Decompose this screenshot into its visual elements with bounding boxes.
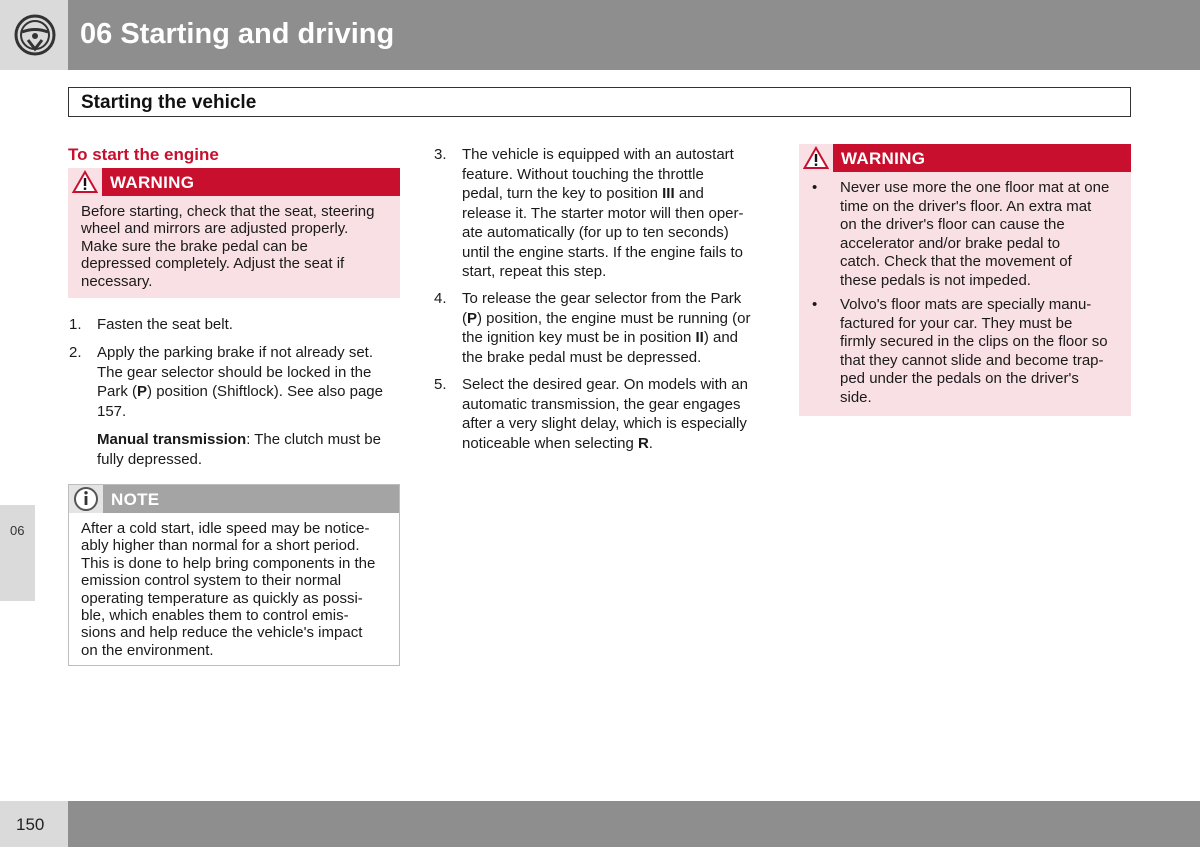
list-text	[462, 145, 772, 282]
note-line: ably higher than normal for a short period.	[81, 537, 360, 555]
note-header	[69, 485, 399, 513]
steering-wheel-icon	[13, 13, 57, 57]
note-box	[68, 484, 400, 666]
line: these pedals is not impeded.	[840, 271, 1031, 289]
line: on the driver's floor can cause the	[840, 216, 1065, 233]
section-header	[68, 87, 1131, 117]
section-title: Starting the vehicle	[81, 92, 257, 113]
line: catch. Check that the movement of	[840, 253, 1072, 270]
line: firmly secured in the clips on the floor so	[840, 333, 1108, 350]
footer-bar	[68, 801, 1200, 847]
line-part: and	[674, 185, 704, 202]
warning-box-seat	[68, 168, 400, 298]
list-number: 4.	[434, 290, 447, 307]
line: time on the driver's floor. An extra mat	[840, 197, 1092, 215]
line: The vehicle is equipped with an autostart	[462, 146, 734, 163]
warning-text	[81, 203, 392, 290]
line: feature. Without touching the throttle	[462, 165, 704, 183]
line-part: the ignition key must be in position	[462, 329, 696, 346]
line: Fasten the seat belt.	[97, 316, 233, 333]
note-line: ble, which enables them to control emis-	[81, 607, 349, 625]
line: start, repeat this step.	[462, 263, 607, 280]
chapter-side-tab	[0, 505, 35, 601]
page-number-box	[0, 801, 68, 847]
line: the brake pedal must be depressed.	[462, 348, 702, 366]
note-icon-box	[69, 485, 103, 513]
warning-title: WARNING	[841, 149, 926, 168]
warning-line: wheel and mirrors are adjusted properly.	[81, 220, 349, 238]
chapter-title: 06 Starting and driving	[80, 18, 395, 50]
line-part: ) position (Shiftlock). See also page	[147, 383, 383, 400]
warning-box-floor-mats	[799, 144, 1131, 416]
line: until the engine starts. If the engine fails to	[462, 243, 744, 261]
list-text	[97, 315, 233, 335]
line-bold: III	[662, 185, 675, 202]
note-line: emission control system to their normal	[81, 572, 342, 590]
warning-bullet	[812, 179, 1128, 291]
warning-icon-box	[68, 168, 102, 196]
warning-triangle-icon	[72, 170, 98, 194]
line-bold: P	[137, 383, 148, 400]
side-tab-label: 06	[10, 523, 25, 538]
warning-line: necessary.	[81, 272, 153, 290]
list-number: 1.	[69, 316, 82, 333]
line: To release the gear selector from the Park	[462, 290, 742, 307]
manual-transmission-note	[97, 430, 407, 469]
list-text	[462, 375, 772, 453]
list-text	[97, 343, 407, 421]
line: Volvo's floor mats are specially manu-	[840, 296, 1092, 313]
chapter-icon-box	[0, 0, 68, 70]
list-item-4	[434, 289, 774, 369]
warning-triangle-icon	[803, 146, 829, 170]
line: fully depressed.	[97, 450, 203, 468]
line: Select the desired gear. On models with an	[462, 376, 748, 393]
warning-line: Before starting, check that the seat, steering	[81, 203, 375, 220]
list-number: 3.	[434, 146, 447, 163]
list-text	[462, 289, 772, 367]
line	[97, 382, 407, 402]
list-number: 5.	[434, 376, 447, 393]
line: Never use more the one floor mat at one	[840, 179, 1110, 196]
bullet-text	[840, 296, 1108, 407]
list-item-2	[69, 343, 404, 423]
info-icon	[73, 486, 99, 512]
warning-bullet	[812, 296, 1128, 408]
line	[97, 430, 407, 450]
line-part: .	[648, 434, 653, 452]
line	[462, 184, 772, 204]
line-part: ) position, the engine must be running (or	[477, 309, 751, 327]
line: side.	[840, 388, 872, 406]
note-line: After a cold start, idle speed may be notice-	[81, 520, 370, 537]
line: after a very slight delay, which is especially	[462, 415, 747, 432]
line: The gear selector should be locked in the	[97, 363, 372, 381]
line: accelerator and/or brake pedal to	[840, 234, 1061, 252]
list-item-5	[434, 375, 774, 455]
line: ped under the pedals on the driver's	[840, 370, 1079, 387]
line: factured for your car. They must be	[840, 314, 1073, 332]
bullet-dot: •	[812, 296, 818, 313]
note-title: NOTE	[111, 490, 160, 509]
line: automatic transmission, the gear engages	[462, 395, 741, 413]
line-part: pedal, turn the key to position	[462, 185, 663, 202]
warning-header	[799, 144, 1131, 172]
note-line: This is done to help bring components in the	[81, 554, 376, 572]
warning-line: Make sure the brake pedal can be	[81, 237, 308, 255]
line: Apply the parking brake if not already set.	[97, 344, 373, 361]
line-part: noticeable when selecting	[462, 434, 638, 452]
line	[462, 309, 772, 329]
line-bold: R	[637, 434, 649, 452]
line	[462, 434, 772, 454]
list-item-3	[434, 145, 774, 285]
line: ate automatically (for up to ten seconds)	[462, 224, 729, 241]
manual-bold: Manual transmission	[97, 431, 247, 448]
list-number: 2.	[69, 344, 82, 361]
line: 157.	[97, 402, 127, 420]
line-bold: P	[467, 309, 478, 327]
line-part: (	[462, 309, 467, 327]
note-line: sions and help reduce the vehicle's impact	[81, 624, 363, 642]
warning-icon-box	[799, 144, 833, 172]
bullet-text	[840, 179, 1109, 290]
line: that they cannot slide and become trap-	[840, 351, 1104, 369]
line-part: Park (	[97, 383, 138, 400]
line: release it. The starter motor will then oper-	[462, 204, 744, 222]
note-line: on the environment.	[81, 641, 214, 659]
line	[462, 328, 772, 348]
warning-header	[68, 168, 400, 196]
warning-title: WARNING	[110, 173, 195, 192]
warning-line: depressed completely. Adjust the seat if	[81, 255, 345, 273]
subheading-start-engine: To start the engine	[68, 145, 219, 164]
chapter-header	[68, 0, 1200, 70]
page-number: 150	[16, 815, 45, 834]
line-bold: II	[695, 329, 704, 346]
note-line: operating temperature as quickly as possi-	[81, 589, 363, 607]
note-text	[81, 520, 391, 659]
line-part: ) and	[703, 329, 739, 346]
bullet-dot: •	[812, 179, 818, 196]
manual-text: : The clutch must be	[246, 431, 381, 448]
